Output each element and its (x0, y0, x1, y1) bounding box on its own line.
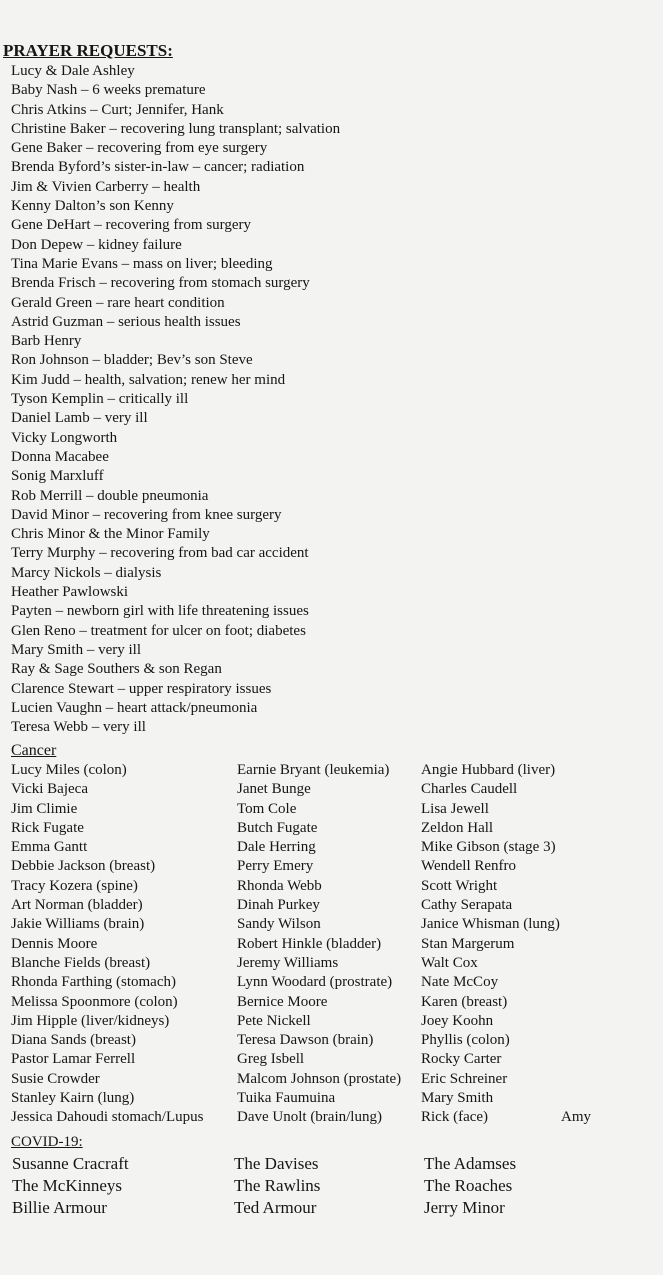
cancer-name-cell: Cathy Serapata (421, 897, 513, 914)
cancer-name-cell: Nate McCoy (421, 974, 499, 991)
cancer-name-cell: Perry Emery (237, 858, 314, 875)
cancer-name-cell: Jim Hipple (liver/kidneys) (11, 1012, 170, 1029)
cancer-name-cell: Scott Wright (421, 877, 498, 894)
covid-names-grid (12, 1153, 584, 1219)
cancer-name-cell: Janet Bunge (237, 781, 311, 798)
cancer-name-cell (561, 780, 621, 799)
cancer-name-cell: Tom Cole (237, 800, 297, 817)
prayer-request-item: Vicky Longworth (11, 429, 118, 446)
cancer-name-cell: Melissa Spoonmore (colon) (11, 993, 178, 1010)
cancer-name-cell (561, 800, 621, 819)
cancer-name-cell: Rick Fugate (11, 819, 84, 836)
prayer-request-item: Lucien Vaughn – heart attack/pneumonia (11, 699, 258, 716)
prayer-requests-heading: PRAYER REQUESTS: (3, 41, 173, 60)
cancer-name-cell: Malcom Johnson (prostate) (237, 1070, 402, 1087)
covid-name-cell: Jerry Minor (424, 1198, 505, 1217)
cancer-name-cell: Mike Gibson (stage 3) (421, 839, 556, 856)
cancer-name-cell (561, 761, 621, 780)
cancer-name-cell: Amy (561, 1109, 591, 1126)
cancer-name-cell: Dennis Moore (11, 935, 98, 952)
cancer-name-cell (561, 954, 621, 973)
cancer-name-cell: Diana Sands (breast) (11, 1032, 136, 1049)
cancer-name-cell (561, 973, 621, 992)
cancer-name-cell: Butch Fugate (237, 819, 318, 836)
prayer-request-item: Gene DeHart – recovering from surgery (11, 217, 252, 234)
cancer-name-cell: Bernice Moore (237, 993, 328, 1010)
covid-name-cell: The McKinneys (12, 1176, 123, 1195)
covid-name-cell: The Adamses (424, 1154, 517, 1173)
cancer-name-cell: Rocky Carter (421, 1051, 502, 1068)
prayer-request-item: Ray & Sage Southers & son Regan (11, 661, 222, 678)
cancer-name-cell: Dave Unolt (brain/lung) (237, 1109, 382, 1126)
cancer-name-cell: Jessica Dahoudi stomach/Lupus (11, 1109, 204, 1126)
cancer-name-cell (561, 857, 621, 876)
cancer-name-cell (561, 1012, 621, 1031)
cancer-name-cell: Joey Koohn (421, 1012, 494, 1029)
prayer-request-item: Chris Minor & the Minor Family (11, 526, 210, 543)
prayer-request-item: Payten – newborn girl with life threatening issues (11, 603, 309, 620)
cancer-name-cell: Lynn Woodard (prostrate) (237, 974, 393, 991)
covid-name-cell: The Roaches (424, 1176, 513, 1195)
cancer-names-grid (11, 761, 621, 1128)
cancer-name-cell: Vicki Bajeca (11, 781, 88, 798)
cancer-name-cell: Mary Smith (421, 1090, 494, 1107)
cancer-name-cell: Charles Caudell (421, 781, 518, 798)
prayer-request-item: Daniel Lamb – very ill (11, 410, 148, 427)
prayer-request-item: Glen Reno – treatment for ulcer on foot; diabetes (11, 622, 306, 639)
cancer-name-cell: Blanche Fields (breast) (11, 954, 151, 971)
prayer-request-item: Lucy & Dale Ashley (11, 63, 135, 79)
prayer-request-item: Kim Judd – health, salvation; renew her mind (11, 371, 286, 388)
prayer-request-item: Donna Macabee (11, 448, 109, 465)
prayer-requests-list (11, 62, 340, 737)
cancer-name-cell: Sandy Wilson (237, 916, 321, 933)
covid-name-cell: The Davises (234, 1154, 319, 1173)
cancer-name-cell (561, 993, 621, 1012)
cancer-name-cell: Robert Hinkle (bladder) (237, 935, 382, 952)
cancer-name-cell: Jim Climie (11, 800, 78, 817)
prayer-request-item: Chris Atkins – Curt; Jennifer, Hank (11, 101, 224, 118)
prayer-request-item: Don Depew – kidney failure (11, 236, 182, 253)
cancer-name-cell (561, 1070, 621, 1089)
prayer-request-item: Rob Merrill – double pneumonia (11, 487, 209, 504)
prayer-request-item: Brenda Byford’s sister-in-law – cancer; radiation (11, 159, 305, 176)
prayer-request-item: Gerald Green – rare heart condition (11, 294, 225, 311)
prayer-request-item: David Minor – recovering from knee surgery (11, 506, 282, 523)
prayer-request-item: Sonig Marxluff (11, 468, 104, 485)
cancer-name-cell: Tuika Faumuina (237, 1090, 336, 1107)
covid-name-cell: Ted Armour (234, 1198, 317, 1217)
cancer-name-cell: Eric Schreiner (421, 1070, 508, 1087)
cancer-name-cell: Zeldon Hall (421, 819, 494, 836)
cancer-name-cell: Art Norman (bladder) (11, 897, 143, 914)
prayer-request-item: Teresa Webb – very ill (11, 719, 146, 736)
cancer-name-cell: Lucy Miles (colon) (11, 762, 127, 778)
cancer-name-cell: Angie Hubbard (liver) (421, 762, 556, 778)
cancer-name-cell: Stan Margerum (421, 935, 515, 952)
cancer-name-cell: Karen (breast) (421, 993, 508, 1010)
covid-name-cell: Billie Armour (12, 1198, 107, 1217)
prayer-request-item: Terry Murphy – recovering from bad car accident (11, 545, 309, 562)
cancer-name-cell: Debbie Jackson (breast) (11, 858, 156, 875)
cancer-name-cell: Rhonda Webb (237, 877, 322, 894)
cancer-name-cell: Wendell Renfro (421, 858, 517, 875)
prayer-request-item: Jim & Vivien Carberry – health (11, 178, 201, 195)
cancer-name-cell (561, 915, 621, 934)
prayer-request-item: Astrid Guzman – serious health issues (11, 313, 241, 330)
prayer-request-item: Marcy Nickols – dialysis (11, 564, 162, 581)
prayer-request-item: Barb Henry (11, 333, 82, 350)
prayer-request-item: Ron Johnson – bladder; Bev’s son Steve (11, 352, 253, 369)
cancer-name-cell: Tracy Kozera (spine) (11, 877, 138, 894)
cancer-name-cell: Janice Whisman (lung) (421, 916, 560, 933)
prayer-request-item: Baby Nash – 6 weeks premature (11, 82, 206, 99)
prayer-request-item: Kenny Dalton’s son Kenny (11, 198, 174, 215)
cancer-name-cell (561, 838, 621, 857)
prayer-request-item: Heather Pawlowski (11, 584, 129, 601)
prayer-request-item: Gene Baker – recovering from eye surgery (11, 140, 268, 157)
covid-name-cell: Susanne Cracraft (12, 1154, 129, 1173)
prayer-request-item: Brenda Frisch – recovering from stomach surgery (11, 275, 310, 292)
cancer-name-cell: Jakie Williams (brain) (11, 916, 145, 933)
cancer-name-cell: Susie Crowder (11, 1070, 100, 1087)
cancer-name-cell: Phyllis (colon) (421, 1032, 510, 1049)
cancer-name-cell (561, 1031, 621, 1050)
cancer-name-cell: Rick (face) (421, 1109, 489, 1126)
cancer-name-cell (561, 935, 621, 954)
cancer-name-cell: Earnie Bryant (leukemia) (237, 762, 390, 778)
prayer-request-item: Tina Marie Evans – mass on liver; bleeding (11, 255, 273, 272)
prayer-request-item: Tyson Kemplin – critically ill (11, 391, 189, 408)
cancer-name-cell (561, 896, 621, 915)
cancer-name-cell (561, 1089, 621, 1108)
cancer-name-cell (561, 819, 621, 838)
cancer-name-cell: Lisa Jewell (421, 800, 489, 817)
prayer-request-item: Mary Smith – very ill (11, 641, 141, 658)
cancer-name-cell: Stanley Kairn (lung) (11, 1090, 135, 1107)
cancer-name-cell (561, 877, 621, 896)
cancer-name-cell: Dale Herring (237, 839, 316, 856)
cancer-name-cell: Rhonda Farthing (stomach) (11, 974, 176, 991)
cancer-name-cell: Pastor Lamar Ferrell (11, 1051, 136, 1068)
cancer-name-cell: Pete Nickell (237, 1012, 311, 1029)
cancer-section-title: Cancer (11, 742, 57, 759)
cancer-name-cell (561, 1050, 621, 1069)
cancer-name-cell: Teresa Dawson (brain) (237, 1032, 374, 1049)
cancer-name-cell: Emma Gantt (11, 839, 88, 856)
prayer-request-item: Christine Baker – recovering lung transplant; salvation (11, 120, 341, 137)
prayer-request-item: Clarence Stewart – upper respiratory issues (11, 680, 272, 697)
cancer-name-cell: Dinah Purkey (237, 897, 320, 914)
cancer-name-cell: Greg Isbell (237, 1051, 305, 1068)
covid-name-cell: The Rawlins (234, 1176, 321, 1195)
covid-section-title: COVID-19: (11, 1134, 83, 1150)
cancer-name-cell: Jeremy Williams (237, 954, 339, 971)
cancer-name-cell: Walt Cox (421, 954, 478, 971)
